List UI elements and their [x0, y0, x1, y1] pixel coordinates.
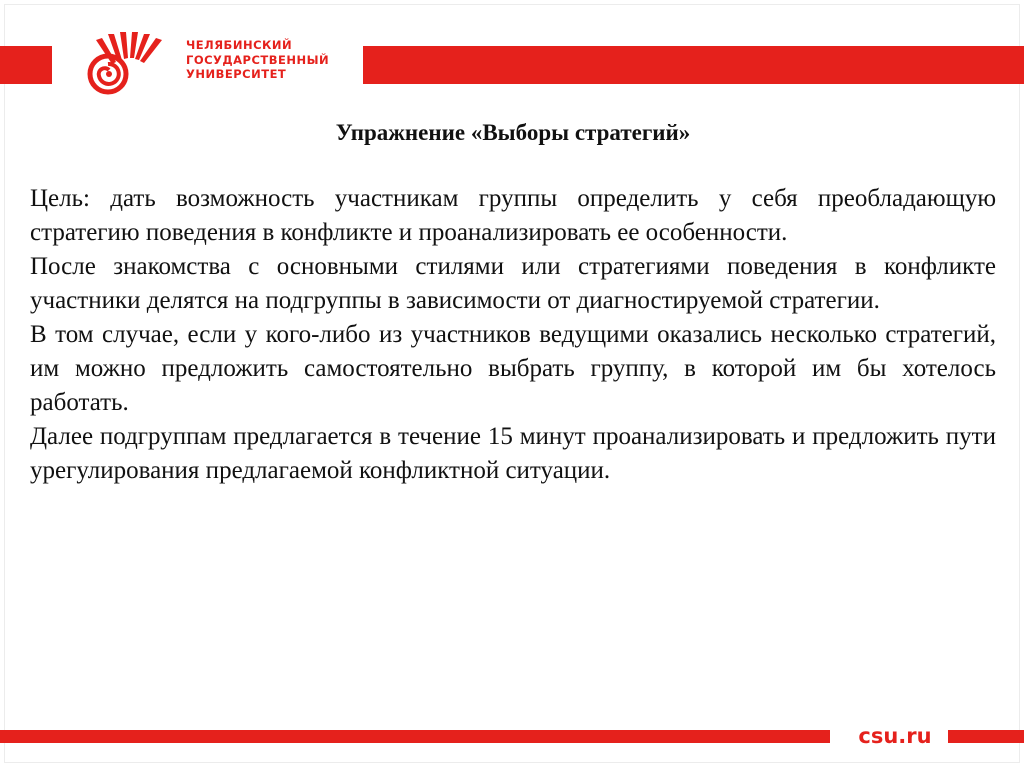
slide-content [30, 118, 996, 488]
footer-bar-right [948, 730, 1024, 743]
paragraph-analysis: Далее подгруппам предлагается в течение 15 минут проанализировать и предложить пути урегулирования предлагаемой конфликтной ситуации. [30, 423, 996, 484]
slide-title: Упражнение «Выборы стратегий» [335, 120, 691, 145]
header-bar-left [0, 46, 52, 84]
university-name [186, 38, 361, 82]
header-bar-right [363, 46, 1024, 84]
university-logo-icon [78, 24, 178, 98]
footer-bar-left [0, 730, 830, 743]
paragraph-goal: Цель: дать возможность участникам группы определить у себя преобладающую стратегию поведения в конфликте и проанализировать ее особенности. [30, 185, 996, 246]
university-name-line-1: ЧЕЛЯБИНСКИЙ [186, 38, 293, 52]
paragraph-subgroups: После знакомства с основными стилями или стратегиями поведения в конфликте участники делятся на подгруппы в зависимости от диагностируемой стратегии. [30, 253, 996, 314]
site-link[interactable]: csu.ru [858, 724, 932, 748]
university-name-line-3: УНИВЕРСИТЕТ [186, 67, 287, 81]
university-name-line-2: ГОСУДАРСТВЕННЫЙ [186, 52, 330, 67]
paragraph-multiple-strategies: В том случае, если у кого-либо из участников ведущими оказались несколько стратегий, им можно предложить самостоятельно выбрать группу, в которой им бы хотелось работать. [30, 321, 996, 416]
